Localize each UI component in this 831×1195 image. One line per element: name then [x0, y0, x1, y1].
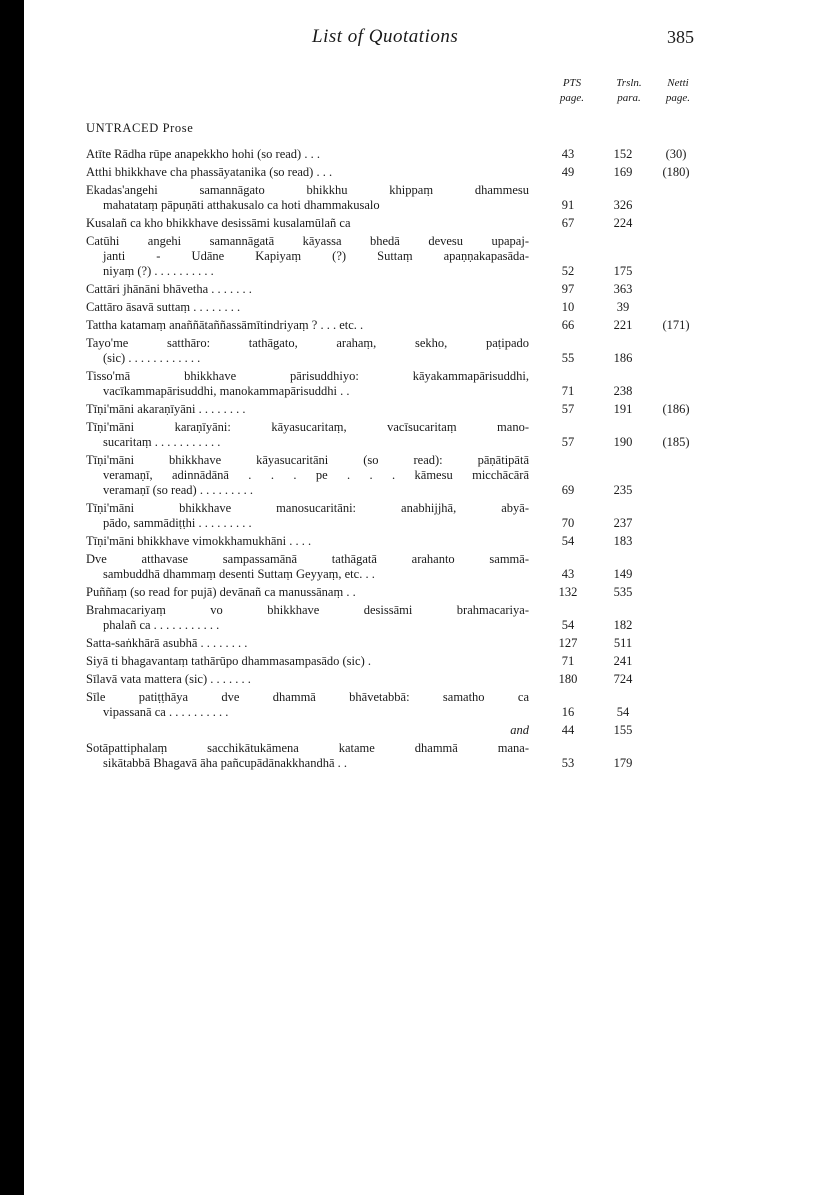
- entry-trsln-number: 155: [613, 723, 633, 737]
- entry-pts-number: 97: [561, 282, 575, 296]
- entry-pts-number: 44: [561, 723, 575, 737]
- entry-text: veramaṇī (so read) . . . . . . . . .: [103, 483, 253, 497]
- entry-line: [0, 756, 831, 771]
- entry-text: Tīṇi'māni bhikkhave kāyasucaritāni (so read): pāṇātipātā: [86, 453, 529, 467]
- entry-line: [0, 384, 831, 399]
- entry-trsln-number: 235: [613, 483, 633, 497]
- entry-pts-number: 16: [561, 705, 575, 719]
- entry-text: Tisso'mā bhikkhave pārisuddhiyo: kāyakammapārisuddhi,: [86, 369, 529, 383]
- quotation-entry: [0, 603, 831, 636]
- entry-text: mahatataṃ pāpuṇāti atthakusalo ca hoti dhammakusalo: [103, 198, 380, 212]
- entry-text: phalañ ca . . . . . . . . . . .: [103, 618, 220, 632]
- quotation-entry: [0, 654, 831, 672]
- entry-text: janti - Udāne Kapiyaṃ (?) Suttaṃ apaṇṇakapasāda-: [103, 249, 529, 263]
- entry-pts-number: 66: [561, 318, 575, 332]
- entry-line: [0, 636, 831, 651]
- column-header-trsln: [601, 76, 657, 106]
- entry-line: [0, 468, 831, 483]
- entry-line: [0, 336, 831, 351]
- entry-pts-number: 54: [561, 618, 575, 632]
- quotation-entry: [0, 585, 831, 603]
- entry-text: veramaṇī, adinnādānā . . . pe . . . kāmesu micchācārā: [103, 468, 529, 482]
- quotation-list: [0, 147, 831, 774]
- quotation-entry: [0, 300, 831, 318]
- quotation-entry: [0, 501, 831, 534]
- quotation-entry: [0, 453, 831, 501]
- entry-text: Kusalañ ca kho bhikkhave desissāmi kusalamūlañ ca: [86, 216, 351, 230]
- running-head: [0, 26, 831, 50]
- entry-pts-number: 57: [561, 402, 575, 416]
- entry-text: Sīlavā vata mattera (sic) . . . . . . .: [86, 672, 251, 686]
- entry-pts-number: 53: [561, 756, 575, 770]
- entry-netti-number: (186): [662, 402, 690, 416]
- entry-text: sambuddhā dhammaṃ desenti Suttaṃ Geyyaṃ, etc. . .: [103, 567, 375, 581]
- entry-netti-number: (30): [665, 147, 687, 161]
- entry-trsln-number: 237: [613, 516, 633, 530]
- entry-text: sucaritaṃ . . . . . . . . . . .: [103, 435, 221, 449]
- entry-text: Catūhi angehi samannāgatā kāyassa bhedā devesu upapaj-: [86, 234, 529, 248]
- entry-trsln-number: 182: [613, 618, 633, 632]
- entry-trsln-number: 238: [613, 384, 633, 398]
- column-header-pts: [544, 76, 600, 106]
- entry-netti-number: (171): [662, 318, 690, 332]
- entry-trsln-number: 724: [613, 672, 633, 686]
- entry-pts-number: 127: [558, 636, 578, 650]
- entry-line: [0, 483, 831, 498]
- quotation-entry: [0, 234, 831, 282]
- entry-pts-number: 69: [561, 483, 575, 497]
- column-header-top: Netti: [667, 77, 689, 89]
- quotation-entry: [0, 672, 831, 690]
- entry-text: Atīte Rādha rūpe anapekkho hohi (so read) . . .: [86, 147, 320, 161]
- entry-line: [0, 234, 831, 249]
- entry-text: Puññaṃ (so read for pujā) devānañ ca manussānaṃ . .: [86, 585, 356, 599]
- column-header-bottom: para.: [617, 92, 641, 104]
- entry-text: Atthi bhikkhave cha phassāyatanika (so read) . . .: [86, 165, 333, 179]
- entry-text: Brahmacariyaṃ vo bhikkhave desissāmi brahmacariya-: [86, 603, 529, 617]
- entry-line: [0, 585, 831, 600]
- running-title: List of Quotations: [312, 26, 459, 47]
- quotation-entry: [0, 336, 831, 369]
- entry-line: [0, 216, 831, 231]
- entry-trsln-number: 191: [613, 402, 633, 416]
- quotation-entry: [0, 147, 831, 165]
- entry-trsln-number: 224: [613, 216, 633, 230]
- entry-line: [0, 603, 831, 618]
- column-header-netti: [650, 76, 706, 106]
- entry-text: Ekadas'angehi samannāgato bhikkhu khippaṃ dhammesu: [86, 183, 529, 197]
- entry-line: [0, 672, 831, 687]
- entry-text: sikātabbā Bhagavā āha pañcupādānakkhandhā . .: [103, 756, 347, 770]
- entry-trsln-number: 363: [613, 282, 633, 296]
- entry-line: [0, 741, 831, 756]
- quotation-entry: [0, 282, 831, 300]
- section-label: UNTRACED Prose: [86, 121, 194, 135]
- entry-pts-number: 180: [558, 672, 578, 686]
- entry-trsln-number: 186: [613, 351, 633, 365]
- entry-line: [0, 435, 831, 450]
- entry-text: Cattāri jhānāni bhāvetha . . . . . . .: [86, 282, 252, 296]
- entry-text: Satta-saṅkhārā asubhā . . . . . . . .: [86, 636, 248, 650]
- entry-line: [0, 420, 831, 435]
- entry-netti-number: (185): [662, 435, 690, 449]
- entry-text: Sotāpattiphalaṃ sacchikātukāmena katame dhammā mana-: [86, 741, 529, 755]
- quotation-entry: [0, 690, 831, 723]
- entry-pts-number: 70: [561, 516, 575, 530]
- entry-trsln-number: 190: [613, 435, 633, 449]
- entry-line: [0, 516, 831, 531]
- entry-line: [0, 264, 831, 279]
- entry-trsln-number: 149: [613, 567, 633, 581]
- entry-line: [0, 300, 831, 315]
- entry-trsln-number: 221: [613, 318, 633, 332]
- quotation-entry: [0, 636, 831, 654]
- entry-pts-number: 67: [561, 216, 575, 230]
- entry-text: Dve atthavase sampassamānā tathāgatā arahanto sammā-: [86, 552, 529, 566]
- entry-text: pādo, sammādiṭṭhi . . . . . . . . .: [103, 516, 252, 530]
- entry-trsln-number: 179: [613, 756, 633, 770]
- entry-text: Tīṇi'māni akaraṇīyāni . . . . . . . .: [86, 402, 246, 416]
- entry-trsln-number: 535: [613, 585, 633, 599]
- entry-trsln-number: 326: [613, 198, 633, 212]
- entry-line: [0, 318, 831, 333]
- column-header-top: Trsln.: [616, 77, 642, 89]
- page-number: 385: [667, 27, 694, 47]
- entry-trsln-number: 175: [613, 264, 633, 278]
- entry-text: Sīle patiṭṭhāya dve dhammā bhāvetabbā: samatho ca: [86, 690, 529, 704]
- entry-line: [0, 654, 831, 669]
- entry-trsln-number: 511: [613, 636, 633, 650]
- column-header-bottom: page.: [559, 92, 585, 104]
- quotation-entry: [0, 534, 831, 552]
- entry-line: [0, 183, 831, 198]
- entry-pts-number: 52: [561, 264, 575, 278]
- entry-pts-number: 54: [561, 534, 575, 548]
- entry-trsln-number: 39: [616, 300, 630, 314]
- quotation-entry: [0, 402, 831, 420]
- entry-line: [0, 690, 831, 705]
- entry-text: Tīṇi'māni karaṇīyāni: kāyasucaritaṃ, vacīsucaritaṃ mano-: [86, 420, 529, 434]
- quotation-entry: [0, 216, 831, 234]
- entry-line: [0, 534, 831, 549]
- entry-line: [0, 351, 831, 366]
- entry-text: Tīṇi'māni bhikkhave vimokkhamukhāni . . . .: [86, 534, 312, 548]
- entry-text: (sic) . . . . . . . . . . . .: [103, 351, 201, 365]
- entry-pts-number: 43: [561, 147, 575, 161]
- entry-text: Cattāro āsavā suttaṃ . . . . . . . .: [86, 300, 241, 314]
- entry-line: [0, 165, 831, 180]
- quotation-entry: [0, 183, 831, 216]
- entry-line: [0, 282, 831, 297]
- entry-pts-number: 71: [561, 384, 575, 398]
- entry-line: [0, 198, 831, 213]
- quotation-entry: [0, 165, 831, 183]
- entry-text: Tattha katamaṃ anaññātaññassāmītindriyaṃ ? . . . etc. .: [86, 318, 364, 332]
- entry-text: vacīkammapārisuddhi, manokammapārisuddhi . .: [103, 384, 350, 398]
- entry-text: and: [510, 723, 529, 737]
- entry-line: [0, 567, 831, 582]
- entry-line: [0, 705, 831, 720]
- entry-trsln-number: 169: [613, 165, 633, 179]
- entry-text: Tayo'me satthāro: tathāgato, arahaṃ, sekho, paṭipado: [86, 336, 529, 350]
- entry-trsln-number: 183: [613, 534, 633, 548]
- entry-pts-number: 71: [561, 654, 575, 668]
- entry-pts-number: 49: [561, 165, 575, 179]
- entry-pts-number: 57: [561, 435, 575, 449]
- entry-text: Tīṇi'māni bhikkhave manosucaritāni: anabhijjhā, abyā-: [86, 501, 529, 515]
- column-header-top: PTS: [562, 77, 582, 89]
- quotation-entry: [0, 741, 831, 774]
- quotation-entry: [0, 723, 831, 741]
- entry-line: [0, 369, 831, 384]
- column-header-bottom: page.: [665, 92, 691, 104]
- entry-pts-number: 132: [558, 585, 578, 599]
- quotation-entry: [0, 420, 831, 453]
- entry-text: vipassanā ca . . . . . . . . . .: [103, 705, 229, 719]
- entry-trsln-number: 152: [613, 147, 633, 161]
- entry-trsln-number: 54: [616, 705, 630, 719]
- entry-text: Siyā ti bhagavantaṃ tathārūpo dhammasampasādo (sic) .: [86, 654, 371, 668]
- entry-pts-number: 91: [561, 198, 575, 212]
- entry-line: [0, 249, 831, 264]
- entry-trsln-number: 241: [613, 654, 633, 668]
- quotation-entry: [0, 318, 831, 336]
- entry-line: [0, 453, 831, 468]
- column-headers: [0, 76, 831, 116]
- entry-line: [0, 501, 831, 516]
- entry-netti-number: (180): [662, 165, 690, 179]
- quotation-entry: [0, 369, 831, 402]
- entry-text: niyaṃ (?) . . . . . . . . . .: [103, 264, 214, 278]
- entry-line: [0, 618, 831, 633]
- entry-line: [0, 552, 831, 567]
- entry-line: [0, 402, 831, 417]
- entry-line: [0, 723, 831, 738]
- entry-pts-number: 55: [561, 351, 575, 365]
- entry-line: [0, 147, 831, 162]
- entry-pts-number: 43: [561, 567, 575, 581]
- quotation-entry: [0, 552, 831, 585]
- entry-pts-number: 10: [561, 300, 575, 314]
